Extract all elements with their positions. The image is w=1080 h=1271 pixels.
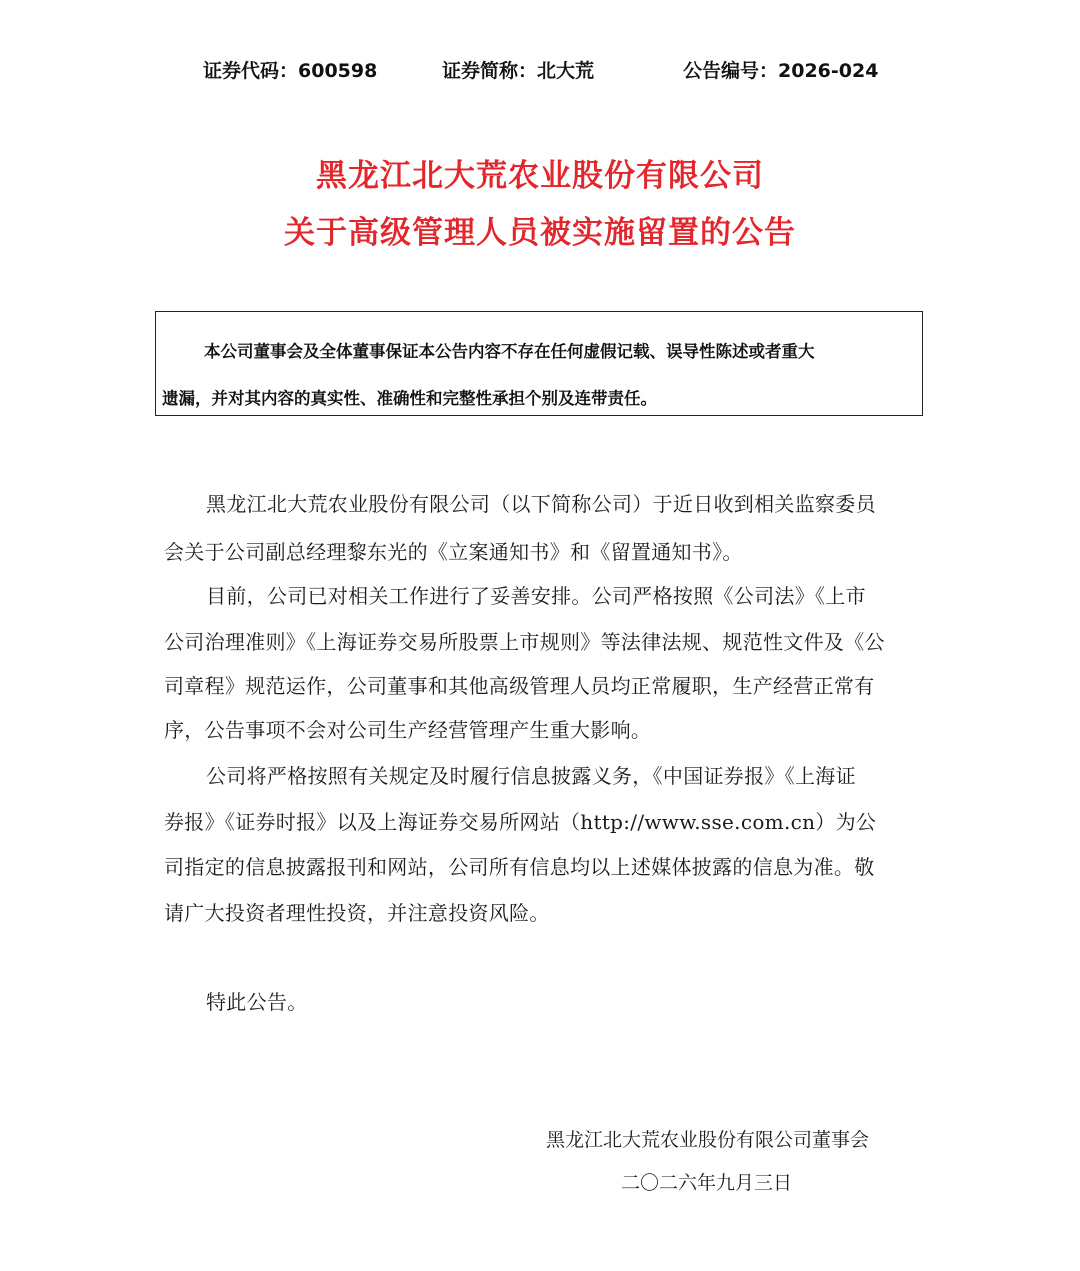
paragraph-line: 司章程》规范运作，公司董事和其他高级管理人员均正常履职，生产经营正常有 <box>164 674 875 698</box>
company-title: 黑龙江北大荒农业股份有限公司 <box>316 158 764 194</box>
paragraph-line: 公司将严格按照有关规定及时履行信息披露义务，《中国证券报》《上海证 <box>206 764 856 788</box>
signature-organization: 黑龙江北大荒农业股份有限公司董事会 <box>546 1129 870 1151</box>
paragraph-line: 请广大投资者理性投资，并注意投资风险。 <box>164 901 550 925</box>
paragraph-line: 司指定的信息披露报刊和网站，公司所有信息均以上述媒体披露的信息为准。敬 <box>164 855 875 879</box>
announcement-number: 公告编号：2026-024 <box>683 60 879 82</box>
paragraph-line: 券报》《证券时报》以及上海证券交易所网站（http://www.sse.com.cn）为公 <box>164 810 877 834</box>
paragraph-line: 目前，公司已对相关工作进行了妥善安排。公司严格按照《公司法》《上市 <box>206 584 866 608</box>
notice-line: 遗漏，并对其内容的真实性、准确性和完整性承担个别及连带责任。 <box>162 389 657 408</box>
board-guarantee-notice <box>155 311 923 416</box>
notice-line: 本公司董事会及全体董事保证本公告内容不存在任何虚假记载、误导性陈述或者重大 <box>204 342 815 361</box>
signature-date: 二〇二六年九月三日 <box>621 1172 793 1194</box>
stock-code: 证券代码：600598 <box>203 60 378 82</box>
announcement-title: 关于高级管理人员被实施留置的公告 <box>284 215 796 251</box>
closing-statement: 特此公告。 <box>206 990 308 1014</box>
paragraph-line: 公司治理准则》《上海证券交易所股票上市规则》等法律法规、规范性文件及《公 <box>164 630 885 654</box>
announcement-header <box>0 56 1080 86</box>
paragraph-line: 序，公告事项不会对公司生产经营管理产生重大影响。 <box>164 718 652 742</box>
paragraph-line: 黑龙江北大荒农业股份有限公司（以下简称公司）于近日收到相关监察委员 <box>206 492 876 516</box>
paragraph-line: 会关于公司副总经理黎东光的《立案通知书》和《留置通知书》。 <box>164 540 743 564</box>
stock-name: 证券简称：北大荒 <box>442 60 595 82</box>
